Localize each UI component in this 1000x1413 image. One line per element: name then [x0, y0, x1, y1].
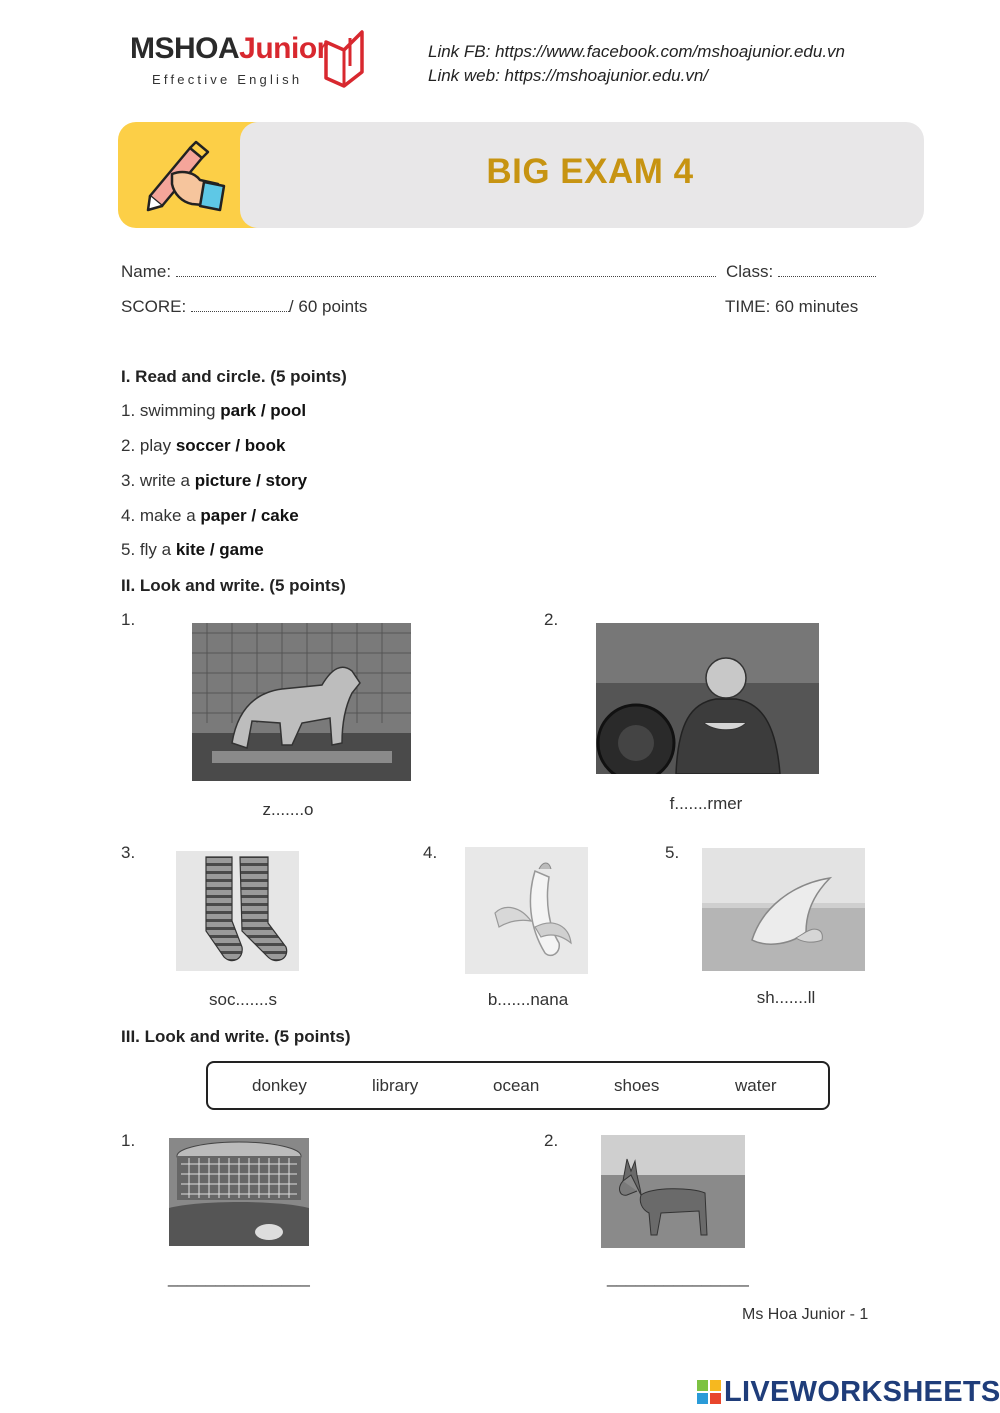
item-number: 5. — [665, 843, 680, 862]
answer-options[interactable]: kite / game — [175, 540, 264, 559]
farmer-photo — [596, 623, 819, 774]
answer-options[interactable]: picture / story — [194, 471, 308, 490]
logo-text-mshoa: MSHOA — [130, 32, 240, 65]
score-field — [121, 297, 367, 317]
answer-options[interactable]: soccer / book — [175, 436, 286, 455]
word-bank — [206, 1061, 830, 1110]
exam-title: BIG EXAM 4 — [486, 152, 694, 191]
liveworksheets-watermark: LIVEWORKSHEETS — [724, 1376, 1000, 1408]
class-field — [726, 262, 876, 282]
answer-options[interactable]: park / pool — [220, 401, 307, 420]
score-blank[interactable] — [191, 298, 289, 312]
logo-tagline: Effective English — [152, 72, 303, 87]
item-number: 1. — [121, 610, 136, 629]
word-bank-item: water — [735, 1076, 777, 1095]
word-bank-item: shoes — [614, 1076, 660, 1095]
name-label: Name: — [121, 262, 172, 281]
shell-photo — [702, 848, 865, 971]
word-hint[interactable]: soc.......s — [208, 990, 278, 1009]
hand-writing-icon — [142, 134, 226, 216]
item-text: 3. write a — [121, 471, 195, 490]
banana-photo — [465, 847, 588, 974]
library-photo — [169, 1138, 309, 1246]
brand-logo — [130, 34, 328, 64]
word-hint[interactable]: b.......nana — [487, 990, 569, 1009]
item-number: 4. — [423, 843, 438, 862]
section-2-title: II. Look and write. (5 points) — [121, 576, 346, 595]
name-blank[interactable] — [176, 263, 716, 277]
circle-item-2 — [121, 436, 285, 456]
word-hint[interactable]: z.......o — [262, 800, 314, 819]
word-bank-item: library — [372, 1076, 419, 1095]
contact-links — [428, 40, 845, 88]
circle-item-1 — [121, 401, 306, 421]
score-label: SCORE: — [121, 297, 187, 316]
name-field — [121, 262, 716, 282]
circle-item-4 — [121, 506, 299, 526]
socks-photo — [176, 851, 299, 971]
item-text: 1. swimming — [121, 401, 221, 420]
liveworksheets-logo-icon — [697, 1380, 721, 1404]
word-bank-item: donkey — [252, 1076, 307, 1095]
word-hint[interactable]: sh.......ll — [756, 988, 816, 1007]
class-blank[interactable] — [778, 263, 876, 277]
word-hint[interactable]: f.......rmer — [669, 794, 743, 813]
section-3-title: III. Look and write. (5 points) — [121, 1027, 351, 1046]
item-text: 4. make a — [121, 506, 201, 525]
logo-text-junior: Junior — [239, 32, 328, 65]
word-bank-item: ocean — [493, 1076, 540, 1095]
page-label: Ms Hoa Junior - 1 — [742, 1306, 869, 1323]
time-info: TIME: 60 minutes — [725, 297, 859, 316]
item-text: 2. play — [121, 436, 176, 455]
donkey-photo — [601, 1135, 745, 1248]
circle-item-5 — [121, 540, 264, 560]
lioness-photo — [192, 623, 411, 781]
facebook-link[interactable]: Link FB: https://www.facebook.com/mshoajunior.edu.vn — [428, 42, 846, 61]
item-number: 3. — [121, 843, 136, 862]
item-number: 1. — [121, 1131, 136, 1150]
answer-blank[interactable]: _______________ — [168, 1268, 310, 1287]
circle-item-3 — [121, 471, 307, 491]
class-label: Class: — [726, 262, 774, 281]
item-number: 2. — [544, 1131, 559, 1150]
item-number: 2. — [544, 610, 559, 629]
website-link[interactable]: Link web: https://mshoajunior.edu.vn/ — [428, 66, 709, 85]
item-text: 5. fly a — [121, 540, 176, 559]
score-total: / 60 points — [288, 297, 368, 316]
answer-blank[interactable]: _______________ — [607, 1268, 749, 1287]
section-1-title: I. Read and circle. (5 points) — [121, 367, 347, 386]
open-book-icon — [322, 28, 366, 90]
answer-options[interactable]: paper / cake — [200, 506, 299, 525]
